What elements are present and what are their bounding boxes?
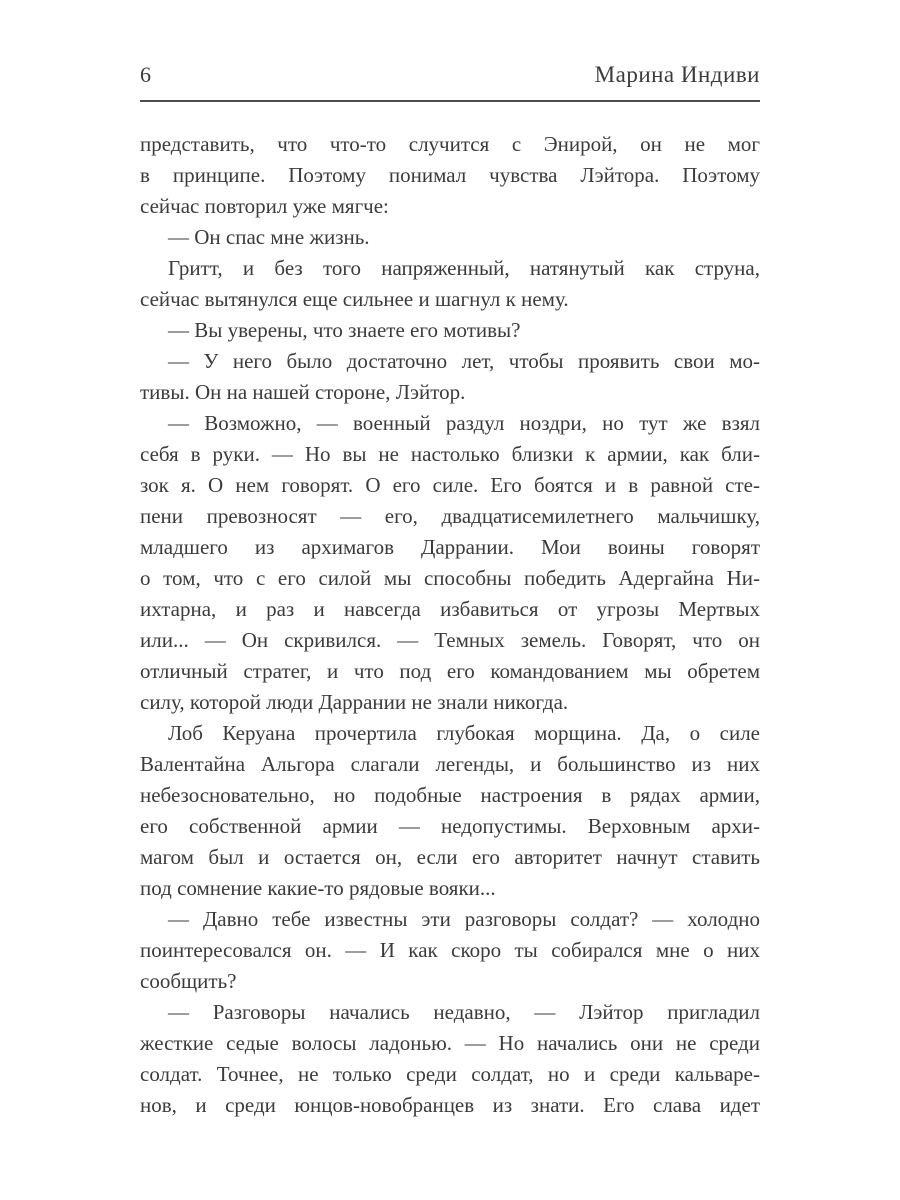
text-line: сейчас вытянулся еще сильнее и шагнул к нему. <box>140 287 569 311</box>
text-line: нов, и среди юнцов-новобранцев из знати. Его слава идет <box>140 1093 760 1117</box>
text-line: — Давно тебе известны эти разговоры солдат? — холодно <box>168 907 760 931</box>
text-line: в принципе. Поэтому понимал чувства Лэйтора. Поэтому <box>140 163 760 187</box>
text-line: тивы. Он на нашей стороне, Лэйтор. <box>140 380 466 404</box>
text-line: — У него было достаточно лет, чтобы проявить свои мо- <box>168 349 760 373</box>
running-head: Марина Индиви <box>594 62 760 87</box>
text-line: сейчас повторил уже мягче: <box>140 194 389 218</box>
text-line: — Разговоры начались недавно, — Лэйтор пригладил <box>168 1000 760 1024</box>
page-number: 6 <box>140 62 152 87</box>
text-line: магом был и остается он, если его авторитет начнут ставить <box>140 845 760 869</box>
text-line: под сомнение какие-то рядовые вояки... <box>140 876 496 900</box>
text-line: солдат. Точнее, не только среди солдат, но и среди кальваре- <box>140 1062 760 1086</box>
text-line: жесткие седые волосы ладонью. — Но начались они не среди <box>140 1031 760 1055</box>
text-line: пени превозносят — его, двадцатисемилетнего мальчишку, <box>140 504 760 528</box>
text-line: представить, что что-то случится с Энирой, он не мог <box>140 132 760 156</box>
text-line: — Он спас мне жизнь. <box>168 225 370 249</box>
text-line: его собственной армии — недопустимы. Верховным архи- <box>140 814 760 838</box>
text-line: — Возможно, — военный раздул ноздри, но тут же взял <box>168 411 760 435</box>
text-line: силу, которой люди Даррании не знали никогда. <box>140 690 569 714</box>
text-line: младшего из архимагов Даррании. Мои воины говорят <box>140 535 760 559</box>
page-body <box>140 129 760 1121</box>
text-line: Лоб Керуана прочертила глубокая морщина. Да, о силе <box>168 721 760 745</box>
text-line: о том, что с его силой мы способны победить Адергайна Ни- <box>140 566 760 590</box>
text-line: отличный стратег, и что под его командованием мы обретем <box>140 659 760 683</box>
text-line: себя в руки. — Но вы не настолько близки к армии, как бли- <box>140 442 760 466</box>
text-line: — Вы уверены, что знаете его мотивы? <box>168 318 521 342</box>
page-header <box>140 0 760 100</box>
text-line: ихтарна, и раз и навсегда избавиться от угрозы Мертвых <box>140 597 760 621</box>
text-line: сообщить? <box>140 969 237 993</box>
text-line: или... — Он скривился. — Темных земель. Говорят, что он <box>140 628 760 652</box>
header-rule <box>140 100 760 102</box>
text-line: Гритт, и без того напряженный, натянутый как струна, <box>168 256 760 280</box>
text-line: небезосновательно, но подобные настроения в рядах армии, <box>140 783 760 807</box>
text-line: Валентайна Альгора слагали легенды, и большинство из них <box>140 752 760 776</box>
text-line: зок я. О нем говорят. О его силе. Его боятся и в равной сте- <box>140 473 760 497</box>
text-line: поинтересовался он. — И как скоро ты собирался мне о них <box>140 938 760 962</box>
